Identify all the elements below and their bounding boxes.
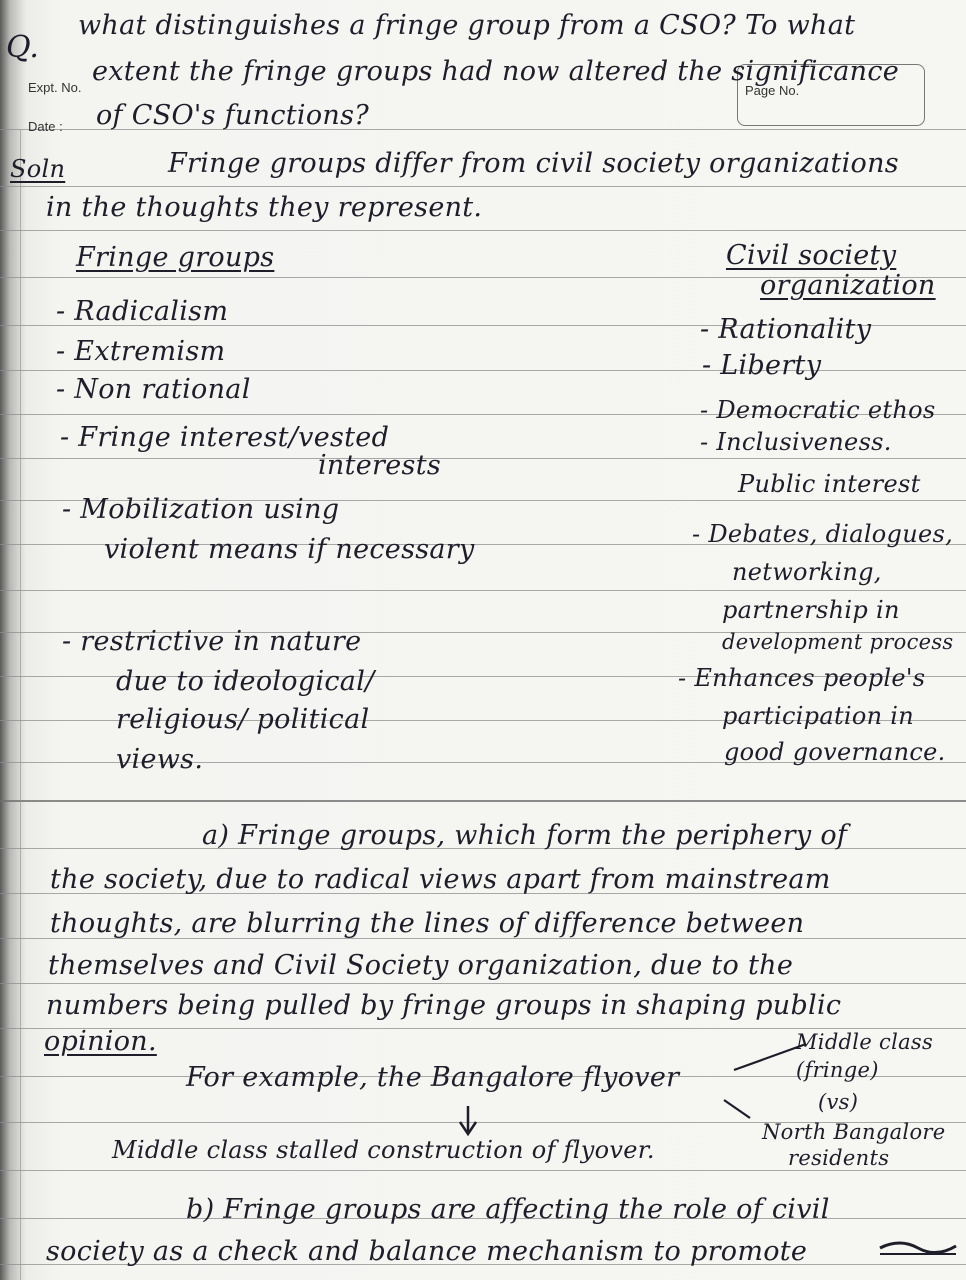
date-label: Date : (28, 119, 63, 134)
fringe-item: - Non rational (56, 374, 251, 405)
fringe-item: views. (116, 744, 204, 775)
page-no-label: Page No. (745, 83, 800, 98)
fringe-item: religious/ political (116, 704, 370, 735)
stalled-line: Middle class stalled construction of flyover. (112, 1136, 655, 1164)
branch-line-down (724, 1100, 750, 1118)
expt-no-label: Expt. No. (28, 80, 82, 95)
cso-item: - Debates, dialogues, (692, 520, 954, 548)
fringe-item: due to ideological/ (116, 666, 375, 697)
residents-label: residents (788, 1146, 890, 1170)
cso-item: development process (722, 630, 954, 654)
part-a-line-2: the society, due to radical views apart from mainstream (50, 864, 831, 895)
question-line-1: what distinguishes a fringe group from a CSO? To what (78, 10, 856, 41)
rule-line (0, 800, 966, 802)
question-marker: Q. (6, 30, 40, 65)
strike-scribble (880, 1243, 956, 1253)
part-b-line-1: b) Fringe groups are affecting the role of civil (186, 1194, 830, 1225)
part-b-line-2: society as a check and balance mechanism to promote (46, 1236, 808, 1267)
cso-item: partnership in (722, 596, 900, 624)
fringe-item: interests (318, 450, 442, 481)
fringe-item: - Radicalism (56, 296, 229, 327)
part-a-line-1: a) Fringe groups, which form the periphery of (202, 820, 848, 851)
cso-item: - Liberty (702, 350, 822, 381)
cso-item: participation in (722, 702, 915, 730)
cso-item: - Inclusiveness. (700, 428, 892, 456)
fringe-item: - Extremism (56, 336, 226, 367)
fringe-item: - restrictive in nature (62, 626, 362, 657)
fringe-item: violent means if necessary (104, 534, 475, 565)
rule-line (0, 983, 966, 984)
answer-marker: Soln (10, 155, 66, 183)
part-a-line-4: themselves and Civil Society organization, due to the (48, 950, 794, 981)
rule-line (0, 1170, 966, 1171)
rule-line (0, 186, 966, 187)
cso-item: networking, (732, 558, 882, 586)
margin-line (20, 130, 21, 1280)
question-line-2: extent the fringe groups had now altered the significance (92, 56, 900, 87)
cso-item: - Rationality (700, 314, 872, 345)
vs-label: (vs) (818, 1090, 859, 1114)
cso-item: - Democratic ethos (700, 396, 936, 424)
cso-item: - Enhances people's (678, 664, 926, 692)
fringe-label: (fringe) (796, 1058, 879, 1082)
middle-class-label: Middle class (796, 1030, 934, 1054)
rule-line (0, 458, 966, 459)
fringe-groups-heading: Fringe groups (76, 242, 275, 273)
rule-line (0, 590, 966, 591)
cso-item: good governance. (724, 738, 946, 766)
part-a-line-3: thoughts, are blurring the lines of difference between (50, 908, 805, 939)
down-arrow-head-icon (460, 1122, 476, 1134)
cso-item: Public interest (738, 470, 921, 498)
example-line: For example, the Bangalore flyover (186, 1062, 680, 1093)
cso-heading-2: organization (760, 270, 936, 301)
north-bangalore-label: North Bangalore (762, 1120, 946, 1144)
cso-heading-1: Civil society (726, 240, 897, 271)
rule-line (0, 230, 966, 231)
answer-intro-line-2: in the thoughts they represent. (46, 192, 483, 223)
answer-intro-line-1: Fringe groups differ from civil society organizations (168, 148, 899, 179)
fringe-item: - Fringe interest/vested (60, 422, 390, 453)
part-a-line-6: opinion. (44, 1026, 157, 1057)
fringe-item: - Mobilization using (62, 494, 340, 525)
question-line-3: of CSO's functions? (96, 100, 370, 131)
part-a-line-5: numbers being pulled by fringe groups in shaping public (46, 990, 842, 1021)
